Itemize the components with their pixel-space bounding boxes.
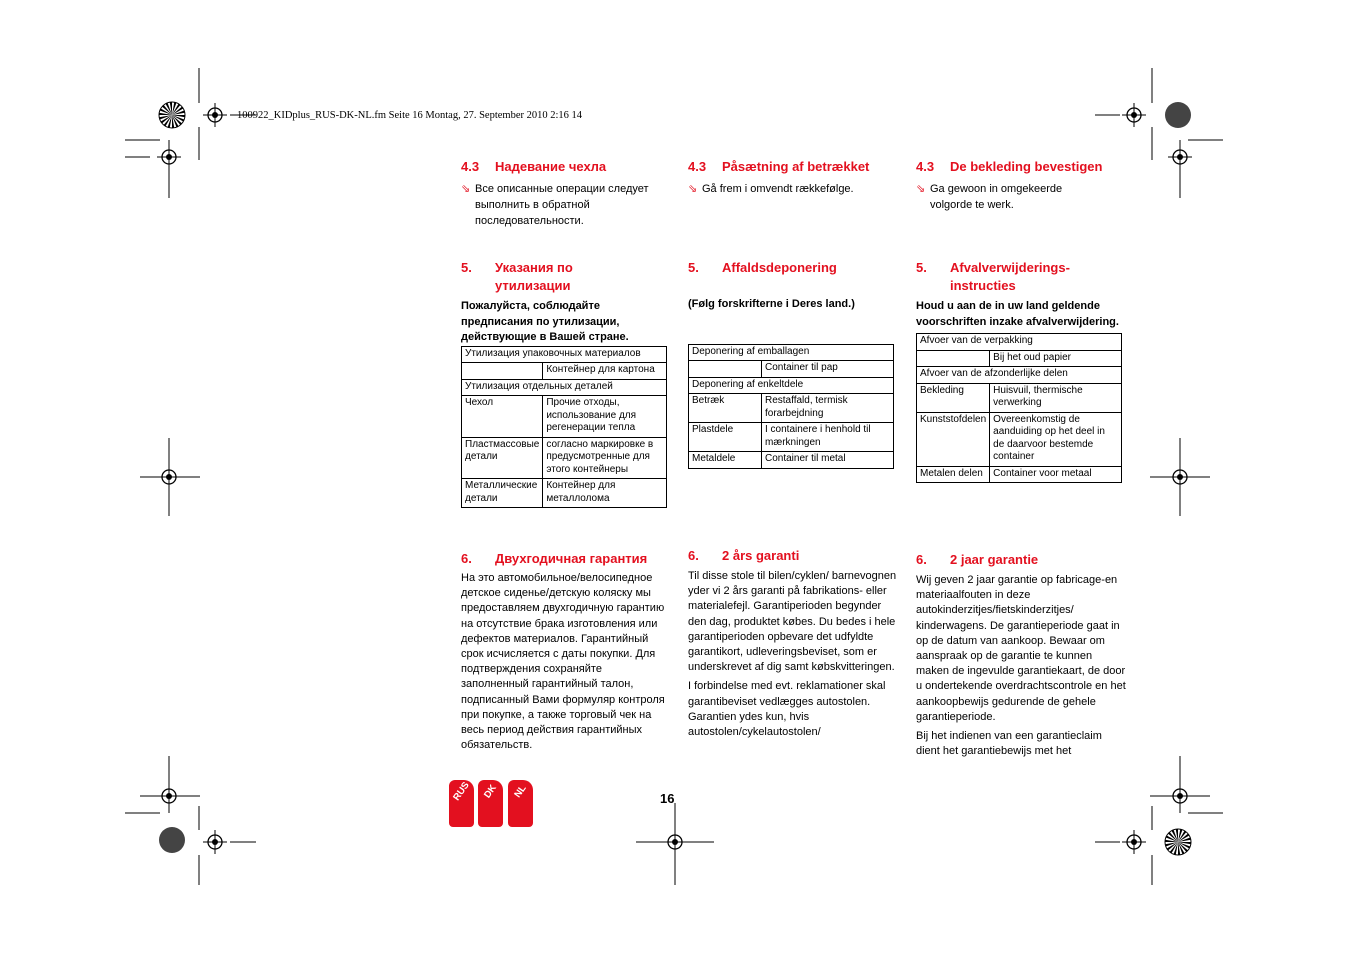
column-nl <box>916 158 1126 213</box>
section-4-3-heading: 4.3 Надевание чехла <box>461 159 607 174</box>
part-disposal: Container til metal <box>762 452 894 469</box>
part-name: Metalen delen <box>917 466 990 483</box>
part-name: Metaldele <box>689 452 762 469</box>
column-ru-warranty <box>461 550 671 757</box>
part-disposal: Huisvuil, thermische verwerking <box>990 383 1122 412</box>
language-tab-nl: NL <box>508 780 533 827</box>
packaging-heading: Deponering af emballagen <box>689 344 894 361</box>
table-row <box>462 396 667 438</box>
table-row <box>689 452 894 469</box>
part-disposal: Container voor metaal <box>990 466 1122 483</box>
column-dk <box>688 158 898 197</box>
warranty-text <box>688 569 898 740</box>
part-name: Plastdele <box>689 423 762 452</box>
table-row <box>917 466 1122 483</box>
empty-cell <box>462 363 543 380</box>
table-row <box>917 383 1122 412</box>
registration-target <box>1168 145 1192 169</box>
arrow-icon: ⇘ <box>916 183 926 195</box>
disposal-note: Houd u aan de in uw land geldende voorschriften inzake afvalverwijdering. <box>916 300 1119 328</box>
packaging-disposal: Контейнер для картона <box>543 363 667 380</box>
empty-cell <box>917 350 990 367</box>
warranty-paragraph: Bij het indienen van een garantieclaim dient het garantiebewijs met het <box>916 730 1102 758</box>
warranty-paragraph: На это автомобильное/велосипедное детское сиденье/детскую коляску мы предоставляем двухгодичную гарантию на отсутствие брака изготовления или дефектов материалов. Гарантийный срок исчисляется с даты покупки. Для подтверждения сохраняйте заполненный гарантийный талон, подписанный Вами формуляр контроля при покупке, а также торговый чек на весь период действия гарантийных обязательств. <box>461 572 665 752</box>
part-disposal: I containere i henhold til mærkningen <box>762 423 894 452</box>
part-disposal: Контейнер для металлолома <box>543 479 667 508</box>
arrow-icon: ⇘ <box>688 183 698 195</box>
column-ru-disposal <box>461 259 671 508</box>
column-nl-warranty <box>916 551 1126 763</box>
section-5-heading: 5. Affaldsdeponering <box>688 260 837 275</box>
parts-heading: Deponering af enkeltdele <box>689 377 894 394</box>
part-name: Betræk <box>689 394 762 423</box>
registration-target <box>203 830 227 854</box>
packaging-disposal: Container til pap <box>762 361 894 378</box>
part-name: Bekleding <box>917 383 990 412</box>
color-registration-star <box>159 102 185 128</box>
disposal-table <box>688 344 894 469</box>
disposal-note: Пожалуйста, соблюдайте предписания по утилизации, действующие в Вашей стране. <box>461 300 629 343</box>
section-6-heading: 6. Двухгодичная гарантия <box>461 551 648 566</box>
column-dk-warranty <box>688 547 898 744</box>
section-4-3-text: Все описанные операции следует выполнить в обратной последовательности. <box>475 183 649 227</box>
disposal-table <box>916 333 1122 483</box>
registration-target <box>1122 103 1146 127</box>
section-5-heading: 5. Afvalverwijderings-instructies <box>916 260 1070 293</box>
table-row <box>917 412 1122 466</box>
warranty-paragraph: Til disse stole til bilen/cyklen/ barnevognen yder vi 2 års garanti på fabrikations- eller materialefejl. Garantiperioden begynder den dag, produktet købes. Du bedes i hele garantiperioden opbevare det udfyldte garantikort, udleveringsbeviset, som er underskrevet af dig samt købskvitteringen. <box>688 570 897 674</box>
section-6-heading: 6. 2 jaar garantie <box>916 552 1039 567</box>
registration-target <box>1122 830 1146 854</box>
color-registration-disc <box>159 827 185 853</box>
part-disposal: Прочие отходы, использование для регенерации тепла <box>543 396 667 438</box>
part-name: Чехол <box>462 396 543 438</box>
table-row <box>462 437 667 479</box>
table-row <box>462 479 667 508</box>
table-row <box>689 423 894 452</box>
table-row <box>689 394 894 423</box>
section-4-3-text: Ga gewoon in omgekeerde volgorde te werk. <box>930 183 1063 211</box>
empty-cell <box>689 361 762 378</box>
file-header-line: 100922_KIDplus_RUS-DK-NL.fm Seite 16 Montag, 27. September 2010 2:16 14 <box>237 110 583 121</box>
parts-heading: Afvoer van de afzonderlijke delen <box>917 367 1122 384</box>
column-dk-disposal <box>688 259 898 469</box>
part-disposal: Restaffald, termisk forarbejdning <box>762 394 894 423</box>
warranty-paragraph: Wij geven 2 jaar garantie op fabricage-en materiaalfouten in deze autokinderzitjes/fietskinderzitjes/ kinderwagens. De garantieperiode gaat in op de datum van aankoop. Bewaar om aanspraak op de garantie te kunnen maken de ingevulde garantiekaart, de door u ondertekende overdrachtscontrole en het aankoopbewijs gedurende de gehele garantieperiode. <box>916 574 1126 723</box>
language-tab-ru: RUS <box>449 780 474 827</box>
arrow-icon: ⇘ <box>461 183 471 195</box>
parts-heading: Утилизация отдельных деталей <box>462 379 667 396</box>
warranty-text <box>461 571 671 753</box>
packaging-disposal: Bij het oud papier <box>990 350 1122 367</box>
color-registration-disc <box>1165 102 1191 128</box>
packaging-heading: Утилизация упаковочных материалов <box>462 346 667 363</box>
registration-target <box>203 103 227 127</box>
color-registration-star <box>1165 829 1191 855</box>
disposal-note: (Følg forskrifterne i Deres land.) <box>688 298 855 310</box>
part-name: Пластмассовые детали <box>462 437 543 479</box>
section-6-heading: 6. 2 års garanti <box>688 548 800 563</box>
column-ru <box>461 158 671 229</box>
section-4-3-heading: 4.3 Påsætning af betrækket <box>688 159 870 174</box>
language-tab-dk: DK <box>478 780 503 827</box>
part-name: Kunststofdelen <box>917 412 990 466</box>
column-nl-disposal <box>916 259 1126 483</box>
warranty-text <box>916 573 1126 759</box>
page-number: 16 <box>660 791 675 806</box>
section-5-heading: 5. Указания по утилизации <box>461 260 573 293</box>
part-disposal: согласно маркировке в предусмотренные для этого контейнеры <box>543 437 667 479</box>
disposal-table <box>461 346 667 509</box>
section-4-3-text: Gå frem i omvendt rækkefølge. <box>702 183 854 195</box>
registration-target <box>157 145 181 169</box>
section-4-3-heading: 4.3 De bekleding bevestigen <box>916 159 1103 174</box>
packaging-heading: Afvoer van de verpakking <box>917 334 1122 351</box>
warranty-paragraph: I forbindelse med evt. reklamationer skal garantibeviset vedlægges autostolen. Garantien ydes kun, hvis autostolen/cykelautostolen/ <box>688 680 886 739</box>
part-name: Металлические детали <box>462 479 543 508</box>
part-disposal: Overeenkomstig de aanduiding op het deel in de daarvoor bestemde container <box>990 412 1122 466</box>
